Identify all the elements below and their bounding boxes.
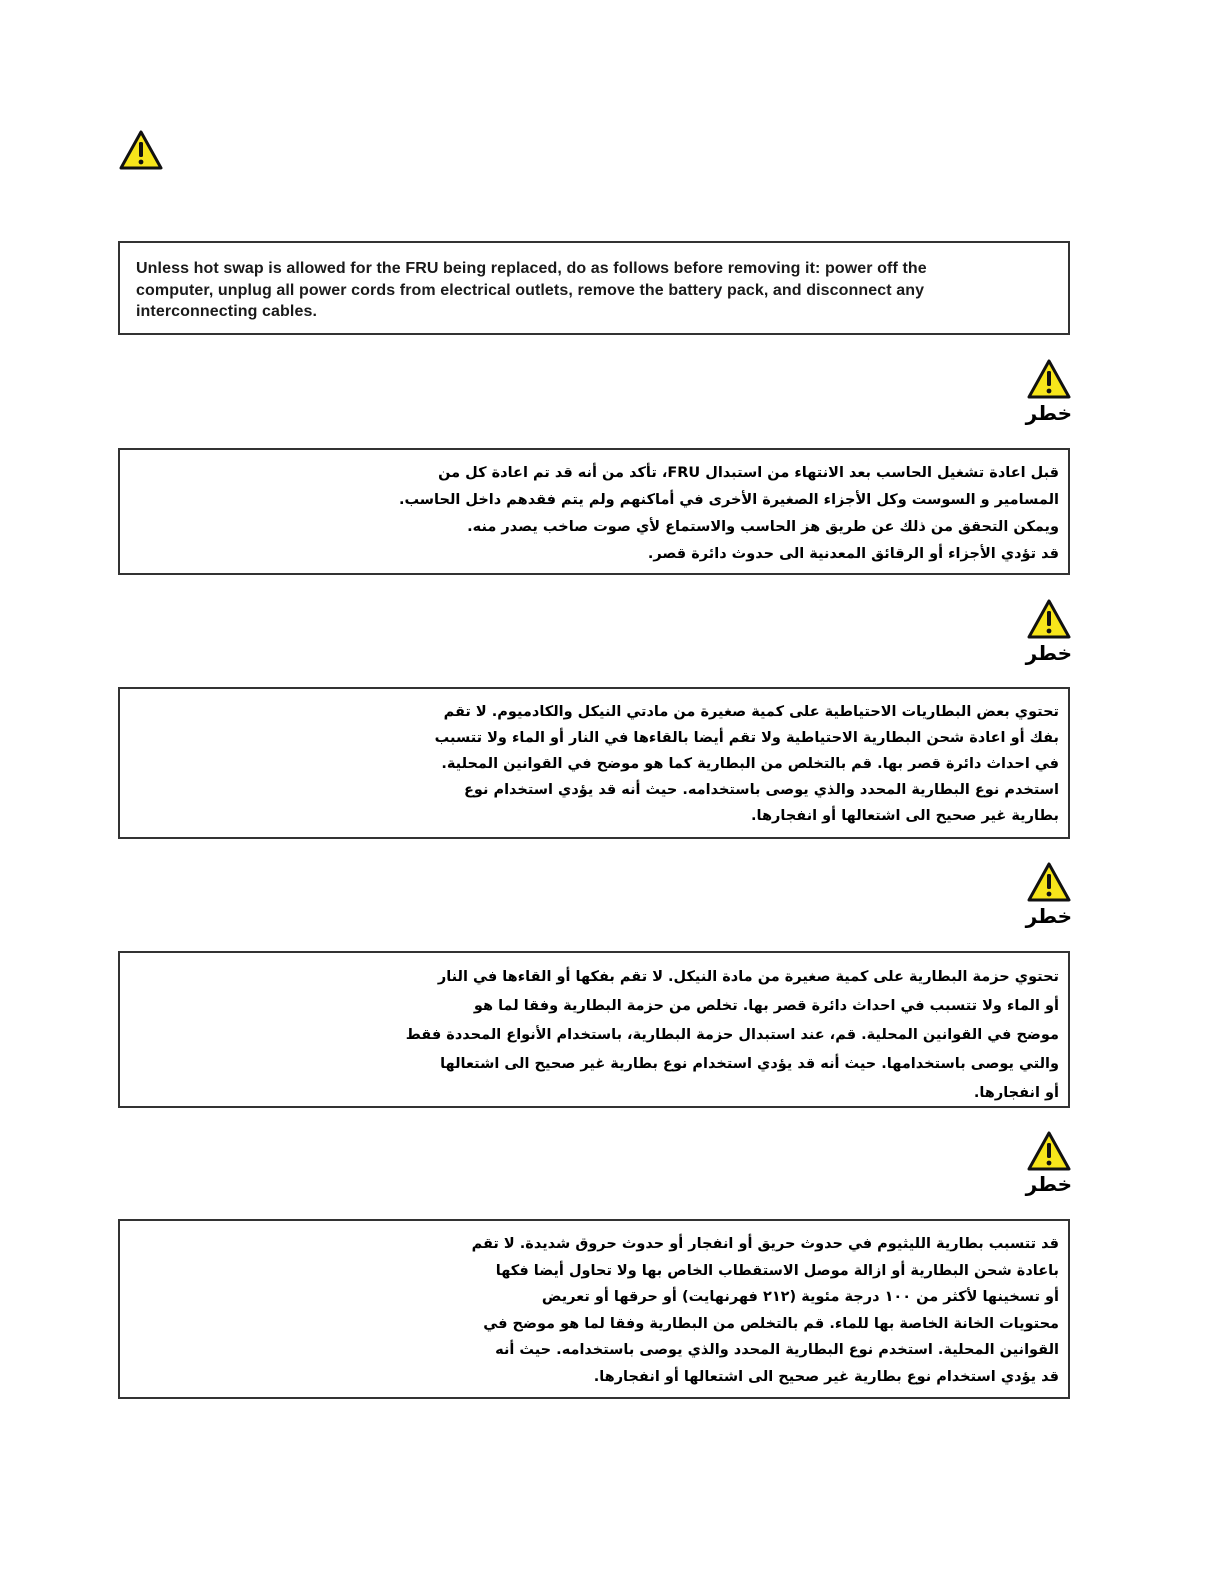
warning-triangle-icon — [1026, 358, 1072, 400]
arabic-danger-notice-nickel-battery-pack — [118, 951, 1070, 1108]
notice-line: قبل اعادة تشغيل الحاسب بعد الانتهاء من استبدال FRU، تأكد من أنه قد تم اعادة كل من — [438, 465, 1059, 481]
arabic-danger-notice-fru — [118, 448, 1070, 575]
notice-line: أو تسخينها لأكثر من ١٠٠ درجة مئوية (٢١٢ فهرنهايت) أو حرقها أو تعريض — [541, 1289, 1059, 1305]
notice-line: في احداث دائرة قصر بها. قم بالتخلص من البطارية كما هو موضح في القوانين المحلية. — [441, 756, 1059, 772]
warning-triangle-icon — [118, 129, 164, 171]
danger-heading: خطر — [1025, 1172, 1072, 1196]
notice-line: أو انفجارها. — [973, 1085, 1059, 1101]
notice-line: محتويات الخانة الخاصة بها للماء. قم بالتخلص من البطارية وفقا لما هو موضح في — [483, 1315, 1059, 1332]
warning-triangle-icon — [1026, 861, 1072, 903]
notice-line: موضح في القوانين المحلية. قم، عند استبدال حزمة البطارية، باستخدام الأنواع المحددة فقط — [405, 1027, 1059, 1043]
notice-line: computer, unplug all power cords from electrical outlets, remove the battery pack, and disconnect any — [136, 281, 925, 299]
danger-heading: خطر — [1025, 641, 1072, 665]
notice-line: باعادة شحن البطارية أو ازالة موصل الاستقطاب الخاص بها ولا تحاول أيضا فكها — [495, 1262, 1059, 1279]
notice-line: Unless hot swap is allowed for the FRU being replaced, do as follows before removing it: power off the — [136, 260, 927, 277]
notice-line: المسامير و السوست وكل الأجزاء الصغيرة الأخرى في أماكنهم ولم يتم فقدهم داخل الحاسب. — [398, 492, 1059, 508]
arabic-danger-notice-backup-battery — [118, 687, 1070, 839]
notice-line: استخدم نوع البطارية المحدد والذي يوصى باستخدامه. حيث أنه قد يؤدي استخدام نوع — [463, 782, 1059, 798]
notice-line: تحتوي حزمة البطارية على كمية صغيرة من مادة النيكل. لا تقم بفكها أو القاءها في النار — [437, 969, 1059, 985]
notice-line: والتي يوصى باستخدامها. حيث أنه قد يؤدي استخدام نوع بطارية غير صحيح الى اشتعالها — [440, 1056, 1059, 1072]
danger-heading: خطر — [1025, 401, 1072, 425]
notice-line: تحتوي بعض البطاريات الاحتياطية على كمية صغيرة من مادتي النيكل والكادميوم. لا تقم — [443, 704, 1059, 720]
warning-triangle-icon — [1026, 598, 1072, 640]
notice-line: قد تتسبب بطارية الليثيوم في حدوث حريق أو انفجار أو حدوث حروق شديدة. لا تقم — [471, 1236, 1059, 1252]
notice-line: interconnecting cables. — [136, 303, 318, 320]
notice-line: بطارية غير صحيح الى اشتعالها أو انفجارها. — [751, 808, 1059, 824]
warning-triangle-icon — [1026, 1130, 1072, 1172]
notice-line: بفك أو اعادة شحن البطارية الاحتياطية ولا تقم أيضا بالقاءها في النار أو الماء ولا تتسبب — [434, 730, 1059, 746]
notice-line: قد يؤدي استخدام نوع بطارية غير صحيح الى اشتعالها أو انفجارها. — [593, 1368, 1059, 1385]
arabic-danger-notice-lithium-battery — [118, 1219, 1070, 1399]
notice-line: أو الماء ولا تتسبب في احداث دائرة قصر بها. تخلص من حزمة البطارية وفقا لما هو — [473, 998, 1059, 1014]
english-safety-notice — [118, 241, 1070, 335]
notice-line: ويمكن التحقق من ذلك عن طريق هز الحاسب والاستماع لأي صوت صاخب يصدر منه. — [467, 519, 1059, 535]
notice-line: القوانين المحلية. استخدم نوع البطارية المحدد والذي يوصى باستخدامه. حيث أنه — [495, 1342, 1059, 1358]
danger-heading: خطر — [1025, 904, 1072, 928]
notice-line: قد تؤدي الأجزاء أو الرقائق المعدنية الى حدوث دائرة قصر. — [647, 546, 1059, 562]
